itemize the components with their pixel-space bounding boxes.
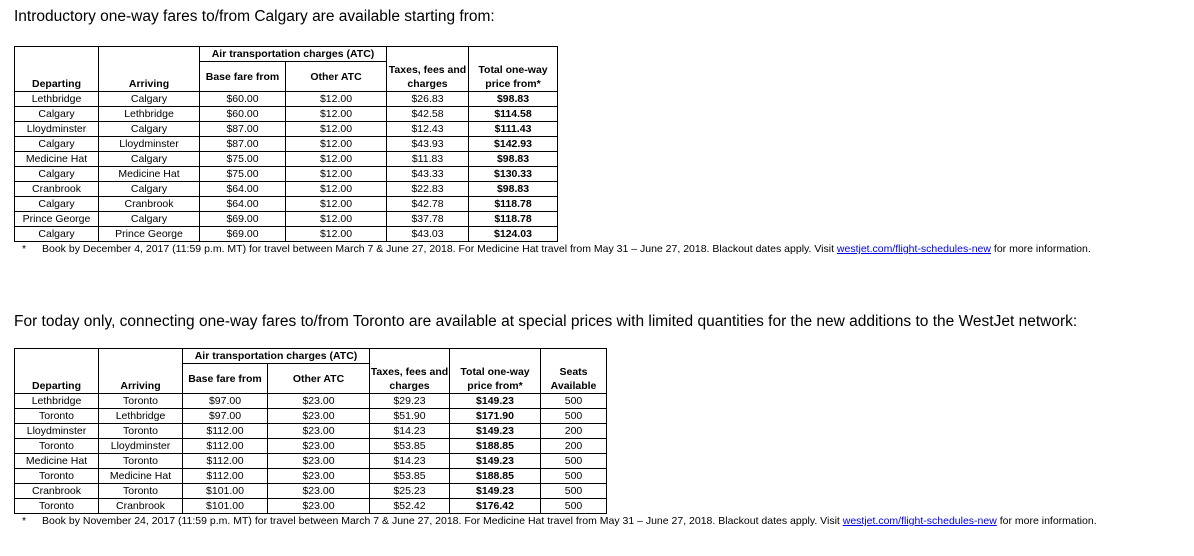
cell-taxes: $53.85 bbox=[370, 439, 450, 454]
cell-other-atc: $23.00 bbox=[268, 469, 370, 484]
cell-base-fare: $60.00 bbox=[200, 107, 286, 122]
header-base-fare: Base fare from bbox=[200, 62, 286, 92]
calgary-fares-table bbox=[14, 46, 558, 242]
cell-base-fare: $64.00 bbox=[200, 182, 286, 197]
cell-taxes: $12.43 bbox=[387, 122, 469, 137]
cell-arriving: Cranbrook bbox=[99, 197, 200, 212]
cell-total: $118.78 bbox=[469, 212, 558, 227]
cell-departing: Toronto bbox=[15, 469, 99, 484]
footnote-text: Book by November 24, 2017 (11:59 p.m. MT) for travel between March 7 & June 27, 2018. For Medicine Hat travel from May 31 – June 27, 2018. Blackout dates apply. Visit bbox=[42, 515, 843, 527]
cell-arriving: Toronto bbox=[99, 454, 183, 469]
cell-taxes: $42.78 bbox=[387, 197, 469, 212]
cell-arriving: Cranbrook bbox=[99, 499, 183, 514]
header-base-fare: Base fare from bbox=[183, 364, 268, 394]
table-row bbox=[15, 212, 558, 227]
table-row bbox=[15, 409, 607, 424]
cell-other-atc: $12.00 bbox=[286, 137, 387, 152]
cell-total: $188.85 bbox=[450, 439, 541, 454]
cell-departing: Toronto bbox=[15, 439, 99, 454]
calgary-intro-text: Introductory one-way fares to/from Calgary are available starting from: bbox=[14, 8, 495, 25]
cell-taxes: $42.58 bbox=[387, 107, 469, 122]
footnote-asterisk: * bbox=[22, 515, 27, 527]
cell-arriving: Toronto bbox=[99, 484, 183, 499]
cell-seats: 500 bbox=[541, 394, 607, 409]
table-row bbox=[15, 469, 607, 484]
cell-seats: 500 bbox=[541, 409, 607, 424]
table-row bbox=[15, 92, 558, 107]
header-atc-group: Air transportation charges (ATC) bbox=[183, 349, 370, 364]
cell-base-fare: $112.00 bbox=[183, 454, 268, 469]
cell-arriving: Lloydminster bbox=[99, 137, 200, 152]
header-total: Total one-way price from* bbox=[450, 349, 541, 394]
cell-taxes: $43.03 bbox=[387, 227, 469, 242]
cell-arriving: Calgary bbox=[99, 212, 200, 227]
cell-base-fare: $87.00 bbox=[200, 122, 286, 137]
table-row bbox=[15, 107, 558, 122]
cell-base-fare: $112.00 bbox=[183, 439, 268, 454]
toronto-fares-table bbox=[14, 348, 607, 514]
cell-arriving: Calgary bbox=[99, 152, 200, 167]
cell-seats: 500 bbox=[541, 454, 607, 469]
cell-departing: Lethbridge bbox=[15, 92, 99, 107]
header-departing: Departing bbox=[15, 47, 99, 92]
cell-taxes: $14.23 bbox=[370, 454, 450, 469]
cell-seats: 200 bbox=[541, 439, 607, 454]
table-row bbox=[15, 424, 607, 439]
cell-other-atc: $12.00 bbox=[286, 167, 387, 182]
cell-total: $130.33 bbox=[469, 167, 558, 182]
cell-total: $188.85 bbox=[450, 469, 541, 484]
cell-total: $176.42 bbox=[450, 499, 541, 514]
cell-departing: Lloydminster bbox=[15, 122, 99, 137]
cell-other-atc: $12.00 bbox=[286, 152, 387, 167]
cell-total: $111.43 bbox=[469, 122, 558, 137]
cell-arriving: Calgary bbox=[99, 182, 200, 197]
cell-total: $98.83 bbox=[469, 182, 558, 197]
toronto-footnote bbox=[22, 515, 1097, 527]
cell-departing: Toronto bbox=[15, 499, 99, 514]
cell-taxes: $14.23 bbox=[370, 424, 450, 439]
header-total: Total one-way price from* bbox=[469, 47, 558, 92]
cell-total: $124.03 bbox=[469, 227, 558, 242]
cell-base-fare: $112.00 bbox=[183, 424, 268, 439]
cell-departing: Cranbrook bbox=[15, 182, 99, 197]
cell-taxes: $26.83 bbox=[387, 92, 469, 107]
cell-arriving: Toronto bbox=[99, 394, 183, 409]
header-taxes: Taxes, fees and charges bbox=[387, 47, 469, 92]
header-atc-group: Air transportation charges (ATC) bbox=[200, 47, 387, 62]
cell-other-atc: $23.00 bbox=[268, 409, 370, 424]
cell-arriving: Medicine Hat bbox=[99, 469, 183, 484]
cell-base-fare: $101.00 bbox=[183, 484, 268, 499]
cell-seats: 500 bbox=[541, 484, 607, 499]
toronto-fares-body bbox=[15, 394, 607, 514]
flight-schedules-link[interactable]: westjet.com/flight-schedules-new bbox=[836, 243, 991, 255]
table-row bbox=[15, 197, 558, 212]
cell-total: $114.58 bbox=[469, 107, 558, 122]
cell-other-atc: $23.00 bbox=[268, 394, 370, 409]
flight-schedules-link[interactable]: westjet.com/flight-schedules-new bbox=[842, 515, 997, 527]
cell-taxes: $51.90 bbox=[370, 409, 450, 424]
cell-other-atc: $12.00 bbox=[286, 212, 387, 227]
cell-taxes: $29.23 bbox=[370, 394, 450, 409]
cell-base-fare: $75.00 bbox=[200, 167, 286, 182]
cell-total: $98.83 bbox=[469, 152, 558, 167]
cell-base-fare: $97.00 bbox=[183, 409, 268, 424]
table-row bbox=[15, 182, 558, 197]
cell-departing: Medicine Hat bbox=[15, 454, 99, 469]
cell-taxes: $53.85 bbox=[370, 469, 450, 484]
cell-other-atc: $23.00 bbox=[268, 484, 370, 499]
cell-seats: 200 bbox=[541, 424, 607, 439]
cell-other-atc: $23.00 bbox=[268, 499, 370, 514]
cell-arriving: Calgary bbox=[99, 92, 200, 107]
cell-other-atc: $12.00 bbox=[286, 227, 387, 242]
cell-arriving: Prince George bbox=[99, 227, 200, 242]
cell-other-atc: $23.00 bbox=[268, 424, 370, 439]
cell-base-fare: $97.00 bbox=[183, 394, 268, 409]
header-other-atc: Other ATC bbox=[268, 364, 370, 394]
cell-arriving: Lethbridge bbox=[99, 107, 200, 122]
cell-departing: Calgary bbox=[15, 137, 99, 152]
table-row bbox=[15, 227, 558, 242]
cell-departing: Lloydminster bbox=[15, 424, 99, 439]
header-other-atc: Other ATC bbox=[286, 62, 387, 92]
table-row bbox=[15, 137, 558, 152]
header-arriving: Arriving bbox=[99, 47, 200, 92]
cell-taxes: $25.23 bbox=[370, 484, 450, 499]
cell-total: $149.23 bbox=[450, 454, 541, 469]
footnote-tail: for more information. bbox=[990, 243, 1091, 255]
cell-base-fare: $101.00 bbox=[183, 499, 268, 514]
cell-departing: Cranbrook bbox=[15, 484, 99, 499]
cell-arriving: Calgary bbox=[99, 122, 200, 137]
cell-seats: 500 bbox=[541, 499, 607, 514]
cell-departing: Toronto bbox=[15, 409, 99, 424]
toronto-intro-text: For today only, connecting one-way fares to/from Toronto are available at special prices with limited quantities for the new additions to the WestJet network: bbox=[14, 313, 1078, 330]
table-row bbox=[15, 152, 558, 167]
cell-total: $98.83 bbox=[469, 92, 558, 107]
table-row bbox=[15, 394, 607, 409]
calgary-fares-body bbox=[15, 92, 558, 242]
cell-arriving: Medicine Hat bbox=[99, 167, 200, 182]
table-row bbox=[15, 454, 607, 469]
header-arriving: Arriving bbox=[99, 349, 183, 394]
calgary-footnote bbox=[22, 243, 1091, 255]
cell-departing: Calgary bbox=[15, 167, 99, 182]
table-row bbox=[15, 439, 607, 454]
table-row bbox=[15, 484, 607, 499]
cell-departing: Calgary bbox=[15, 227, 99, 242]
cell-base-fare: $69.00 bbox=[200, 212, 286, 227]
table-row bbox=[15, 499, 607, 514]
cell-taxes: $11.83 bbox=[387, 152, 469, 167]
cell-taxes: $43.33 bbox=[387, 167, 469, 182]
cell-arriving: Lethbridge bbox=[99, 409, 183, 424]
cell-taxes: $52.42 bbox=[370, 499, 450, 514]
header-seats: Seats Available bbox=[541, 349, 607, 394]
cell-other-atc: $12.00 bbox=[286, 92, 387, 107]
cell-total: $149.23 bbox=[450, 394, 541, 409]
footnote-tail: for more information. bbox=[996, 515, 1097, 527]
cell-base-fare: $75.00 bbox=[200, 152, 286, 167]
header-departing: Departing bbox=[15, 349, 99, 394]
cell-other-atc: $12.00 bbox=[286, 182, 387, 197]
cell-base-fare: $64.00 bbox=[200, 197, 286, 212]
cell-other-atc: $23.00 bbox=[268, 454, 370, 469]
cell-taxes: $37.78 bbox=[387, 212, 469, 227]
footnote-asterisk: * bbox=[22, 243, 27, 255]
cell-taxes: $43.93 bbox=[387, 137, 469, 152]
cell-other-atc: $12.00 bbox=[286, 122, 387, 137]
cell-departing: Calgary bbox=[15, 107, 99, 122]
cell-total: $171.90 bbox=[450, 409, 541, 424]
footnote-text: Book by December 4, 2017 (11:59 p.m. MT) for travel between March 7 & June 27, 2018. For Medicine Hat travel from May 31 – June 27, 2018. Blackout dates apply. Visit bbox=[42, 243, 837, 255]
table-row bbox=[15, 122, 558, 137]
cell-other-atc: $12.00 bbox=[286, 107, 387, 122]
cell-departing: Medicine Hat bbox=[15, 152, 99, 167]
cell-arriving: Lloydminster bbox=[99, 439, 183, 454]
cell-total: $149.23 bbox=[450, 424, 541, 439]
cell-other-atc: $12.00 bbox=[286, 197, 387, 212]
header-taxes: Taxes, fees and charges bbox=[370, 349, 450, 394]
cell-departing: Prince George bbox=[15, 212, 99, 227]
cell-total: $142.93 bbox=[469, 137, 558, 152]
cell-total: $118.78 bbox=[469, 197, 558, 212]
cell-departing: Calgary bbox=[15, 197, 99, 212]
cell-base-fare: $60.00 bbox=[200, 92, 286, 107]
cell-departing: Lethbridge bbox=[15, 394, 99, 409]
table-row bbox=[15, 167, 558, 182]
cell-other-atc: $23.00 bbox=[268, 439, 370, 454]
cell-base-fare: $87.00 bbox=[200, 137, 286, 152]
cell-seats: 500 bbox=[541, 469, 607, 484]
cell-arriving: Toronto bbox=[99, 424, 183, 439]
cell-taxes: $22.83 bbox=[387, 182, 469, 197]
cell-total: $149.23 bbox=[450, 484, 541, 499]
cell-base-fare: $69.00 bbox=[200, 227, 286, 242]
cell-base-fare: $112.00 bbox=[183, 469, 268, 484]
